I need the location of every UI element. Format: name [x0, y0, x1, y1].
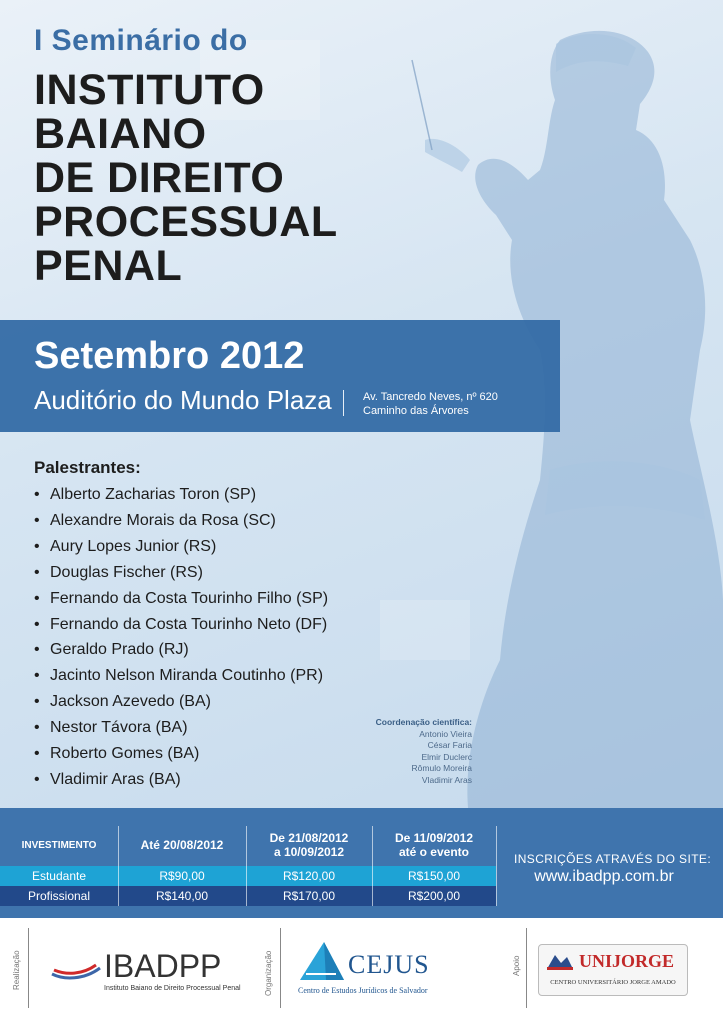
banner-divider: [343, 390, 344, 416]
title-line: PROCESSUAL: [34, 198, 338, 246]
list-item: [34, 612, 328, 638]
list-item: [34, 741, 328, 767]
scientific-coordination: [330, 717, 472, 786]
speaker-name: Alexandre Morais da Rosa (SC): [50, 511, 276, 529]
speaker-name: Roberto Gomes (BA): [50, 745, 200, 763]
registration-link[interactable]: www.ibadpp.com.br: [534, 868, 674, 885]
realizacao-label: Realização: [12, 950, 21, 990]
title-line: PENAL: [34, 242, 183, 290]
speaker-name: Jacinto Nelson Miranda Coutinho (PR): [50, 667, 324, 685]
list-item: [34, 715, 328, 741]
period-header: De 11/09/2012 até o evento: [394, 831, 474, 859]
unijorge-subtitle: CENTRO UNIVERSITÁRIO JORGE AMADO: [550, 979, 676, 986]
speakers-list: [34, 482, 328, 793]
cejus-subtitle: Centro de Estudos Jurídicos de Salvador: [298, 986, 428, 995]
list-item: [34, 534, 328, 560]
speaker-name: Fernando da Costa Tourinho Filho (SP): [50, 589, 329, 607]
sponsors-footer: [0, 918, 723, 1021]
cejus-logo: [296, 940, 466, 1000]
list-item: [34, 482, 328, 508]
period-header: De 21/08/2012 a 10/09/2012: [269, 831, 349, 859]
coordinator-name: Elmir Duclerc: [421, 751, 472, 762]
registration-label: INSCRIÇÕES ATRAVÉS DO SITE:: [514, 852, 712, 866]
ibadpp-name: IBADPP: [104, 948, 222, 984]
ibadpp-subtitle: Instituto Baiano de Direito Processual Penal: [104, 985, 241, 992]
main-title: [34, 68, 338, 288]
list-item: [34, 663, 328, 689]
period-header: Até 20/08/2012: [140, 838, 224, 852]
speaker-name: Douglas Fischer (RS): [50, 563, 203, 581]
bullet: •: [34, 641, 40, 659]
row-label: Profissional: [27, 889, 91, 903]
bullet: •: [34, 537, 40, 555]
title-line: INSTITUTO: [34, 66, 265, 114]
apoio-label: Apoio: [512, 955, 521, 976]
coordinator-name: César Faria: [427, 740, 472, 750]
coordination-heading: Coordenação científica:: [375, 717, 472, 727]
unijorge-name: UNIJORGE: [579, 951, 675, 971]
speaker-name: Vladimir Aras (BA): [50, 770, 181, 788]
price-cell: R$90,00: [159, 869, 205, 883]
speaker-name: Jackson Azevedo (BA): [50, 693, 211, 711]
row-label: Estudante: [31, 869, 87, 883]
ibadpp-logo: [50, 946, 240, 996]
table-divider: [496, 826, 497, 906]
address-line: Av. Tancredo Neves, nº 620: [363, 391, 498, 403]
price-cell: R$150,00: [407, 869, 461, 883]
list-item: [34, 586, 328, 612]
price-cell: R$200,00: [407, 889, 461, 903]
title-line: DE DIREITO: [34, 154, 285, 202]
list-item: [34, 689, 328, 715]
bullet: •: [34, 589, 40, 607]
address-line: Caminho das Árvores: [363, 405, 469, 417]
bullet: •: [34, 693, 40, 711]
event-date: Setembro 2012: [34, 335, 305, 377]
cejus-name: CEJUS: [348, 950, 430, 979]
list-item: [34, 560, 328, 586]
organizacao-label: Organização: [264, 950, 273, 996]
price-cell: R$170,00: [282, 889, 336, 903]
speaker-name: Alberto Zacharias Toron (SP): [50, 486, 257, 503]
bullet: •: [34, 770, 40, 788]
pre-title: I Seminário do: [34, 24, 248, 57]
title-line: BAIANO: [34, 110, 207, 158]
coordinator-name: Vladimir Aras: [421, 774, 472, 785]
bullet: •: [34, 719, 40, 737]
speaker-name: Geraldo Prado (RJ): [50, 641, 189, 659]
bullet: •: [34, 667, 40, 685]
list-item: [34, 767, 328, 793]
bullet: •: [34, 486, 40, 503]
bullet: •: [34, 745, 40, 763]
speaker-name: Aury Lopes Junior (RS): [50, 537, 217, 555]
price-cell: R$120,00: [282, 869, 336, 883]
unijorge-crest-icon: [545, 951, 575, 971]
ibadpp-swoosh-icon: [50, 960, 102, 982]
speaker-name: Nestor Távora (BA): [50, 719, 188, 737]
list-item: [34, 637, 328, 663]
list-item: [34, 508, 328, 534]
unijorge-logo: [538, 944, 688, 996]
speaker-name: Fernando da Costa Tourinho Neto (DF): [50, 615, 328, 633]
bullet: •: [34, 615, 40, 633]
speakers-heading: Palestrantes:: [34, 458, 141, 477]
pricing-header-label: INVESTIMENTO: [21, 840, 97, 851]
coordinator-name: Antonio Vieira: [419, 728, 472, 739]
price-cell: R$140,00: [155, 889, 209, 903]
cejus-triangle-icon: [296, 940, 346, 982]
footer-divider: [526, 928, 527, 1008]
coordinator-name: Rômulo Moreira: [411, 763, 472, 773]
event-address: [363, 390, 498, 418]
bullet: •: [34, 563, 40, 581]
event-venue: Auditório do Mundo Plaza: [34, 385, 332, 415]
footer-divider: [280, 928, 281, 1008]
bullet: •: [34, 511, 40, 529]
footer-divider: [28, 928, 29, 1008]
